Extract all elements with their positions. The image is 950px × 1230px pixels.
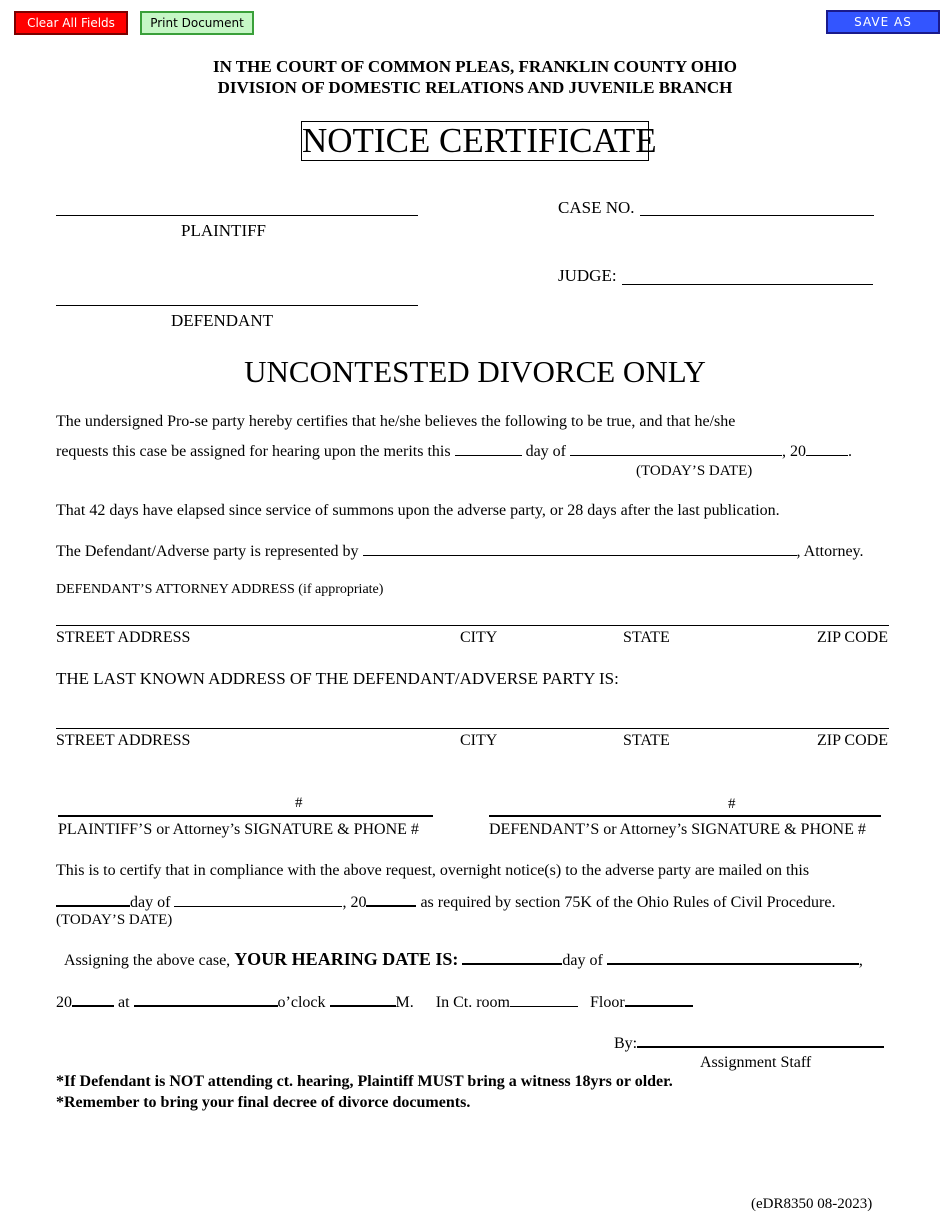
plaintiff-label: PLAINTIFF bbox=[181, 221, 267, 240]
defendant-phone-hash: # bbox=[728, 796, 736, 812]
floor-label: Floor bbox=[589, 994, 625, 1011]
plaintiff-signature-field[interactable] bbox=[58, 815, 433, 817]
hearing-line bbox=[64, 949, 863, 970]
your-hearing-date-label: YOUR HEARING DATE IS: bbox=[234, 949, 459, 969]
plaintiff-name-field[interactable] bbox=[56, 215, 418, 216]
hearing-day-field[interactable] bbox=[455, 442, 522, 456]
attorney-name-field[interactable] bbox=[363, 542, 797, 556]
case-no-field[interactable] bbox=[640, 215, 874, 216]
certification-line2-text: requests this case be assigned for hearing upon the merits this bbox=[56, 443, 451, 460]
court-division: DIVISION OF DOMESTIC RELATIONS AND JUVENILE BRANCH bbox=[217, 78, 733, 97]
hearing-year-prefix: 20 bbox=[56, 994, 72, 1011]
zip-code-label-2: ZIP CODE bbox=[817, 732, 888, 749]
street-address-label: STREET ADDRESS bbox=[56, 629, 191, 646]
attorney-address-label: DEFENDANT’S ATTORNEY ADDRESS (if appropriate) bbox=[56, 582, 384, 597]
period: . bbox=[848, 443, 853, 460]
form-id: (eDR8350 08-2023) bbox=[751, 1196, 873, 1212]
by-line bbox=[614, 1033, 884, 1053]
document-title: NOTICE CERTIFICATE bbox=[302, 121, 657, 160]
attorney-address-field[interactable] bbox=[56, 625, 889, 626]
assignment-staff-label: Assignment Staff bbox=[700, 1054, 812, 1071]
hearing-date-month-field[interactable] bbox=[607, 950, 859, 965]
city-label: CITY bbox=[460, 629, 498, 646]
defendant-name-field[interactable] bbox=[56, 305, 418, 306]
todays-date-label: (TODAY’S DATE) bbox=[636, 463, 753, 479]
hearing-time-field[interactable] bbox=[134, 992, 278, 1007]
state-label-2: STATE bbox=[623, 732, 670, 749]
notice-year-field[interactable] bbox=[366, 892, 416, 907]
defendant-signature-label: DEFENDANT’S or Attorney’s SIGNATURE & PHONE # bbox=[489, 821, 866, 838]
hearing-comma: , bbox=[858, 952, 863, 969]
zip-code-label: ZIP CODE bbox=[817, 629, 888, 646]
m-text: M. bbox=[395, 994, 414, 1011]
section-title: UNCONTESTED DIVORCE ONLY bbox=[244, 354, 706, 389]
day-of-text: day of bbox=[525, 443, 567, 460]
certification-line1: The undersigned Pro-se party hereby certifies that he/she believes the following to be true, and that he/she bbox=[56, 413, 736, 430]
defendant-address-field[interactable] bbox=[56, 728, 889, 729]
represented-line bbox=[56, 542, 864, 561]
hearing-date-day-field[interactable] bbox=[462, 950, 562, 965]
plaintiff-signature-label: PLAINTIFF’S or Attorney’s SIGNATURE & PHONE # bbox=[58, 821, 419, 838]
decree-note: *Remember to bring your final decree of divorce documents. bbox=[56, 1094, 471, 1111]
city-label-2: CITY bbox=[460, 732, 498, 749]
state-label: STATE bbox=[623, 629, 670, 646]
print-document-button[interactable]: Print Document bbox=[140, 11, 254, 35]
notice-day-of: day of bbox=[130, 894, 171, 911]
judge-label: JUDGE: bbox=[558, 266, 617, 285]
case-no-label: CASE NO. bbox=[558, 198, 635, 217]
year-field[interactable] bbox=[806, 442, 848, 456]
notice-rule-text: as required by section 75K of the Ohio Rules of Civil Procedure. bbox=[420, 894, 836, 911]
defendant-signature-field[interactable] bbox=[489, 815, 881, 817]
street-address-label-2: STREET ADDRESS bbox=[56, 732, 191, 749]
court-name: IN THE COURT OF COMMON PLEAS, FRANKLIN COUNTY OHIO bbox=[212, 57, 738, 76]
defendant-label: DEFENDANT bbox=[171, 311, 273, 330]
compliance-line1: This is to certify that in compliance with the above request, overnight notice(s) to the adverse party are mailed on this bbox=[56, 862, 810, 879]
last-known-address-label: THE LAST KNOWN ADDRESS OF THE DEFENDANT/ADVERSE PARTY IS: bbox=[56, 669, 619, 688]
clear-all-fields-button[interactable]: Clear All Fields bbox=[14, 11, 128, 35]
year-prefix: , 20 bbox=[782, 443, 807, 460]
am-pm-field[interactable] bbox=[330, 992, 396, 1007]
ct-room-label: In Ct. room bbox=[435, 994, 510, 1011]
floor-field[interactable] bbox=[625, 992, 693, 1007]
notice-day-field[interactable] bbox=[56, 892, 130, 907]
compliance-line2 bbox=[56, 892, 835, 912]
hearing-year-field[interactable] bbox=[72, 992, 114, 1007]
witness-note: *If Defendant is NOT attending ct. hearing, Plaintiff MUST bring a witness 18yrs or older. bbox=[56, 1073, 673, 1090]
oclock-text: o’clock bbox=[277, 994, 326, 1011]
hearing-day-of: day of bbox=[562, 952, 603, 969]
plaintiff-phone-hash: # bbox=[295, 795, 303, 811]
notice-year-prefix: , 20 bbox=[342, 894, 367, 911]
assignment-staff-field[interactable] bbox=[637, 1033, 884, 1048]
represented-text: The Defendant/Adverse party is represented by bbox=[56, 543, 359, 560]
judge-field[interactable] bbox=[622, 284, 873, 285]
hearing-month-field[interactable] bbox=[570, 442, 782, 456]
attorney-suffix: , Attorney. bbox=[796, 543, 864, 560]
assigning-text: Assigning the above case, bbox=[64, 952, 231, 969]
save-as-button[interactable]: SAVE AS bbox=[826, 10, 940, 34]
at-text: at bbox=[118, 994, 130, 1011]
by-label: By: bbox=[614, 1035, 638, 1052]
ct-room-field[interactable] bbox=[510, 993, 578, 1007]
certification-line2 bbox=[56, 442, 852, 461]
hearing-time-line bbox=[56, 992, 693, 1012]
notice-todays-date-label: (TODAY’S DATE) bbox=[56, 912, 173, 928]
notice-month-field[interactable] bbox=[174, 893, 342, 907]
elapsed-statement: That 42 days have elapsed since service of summons upon the adverse party, or 28 days after the last publication. bbox=[56, 502, 780, 519]
